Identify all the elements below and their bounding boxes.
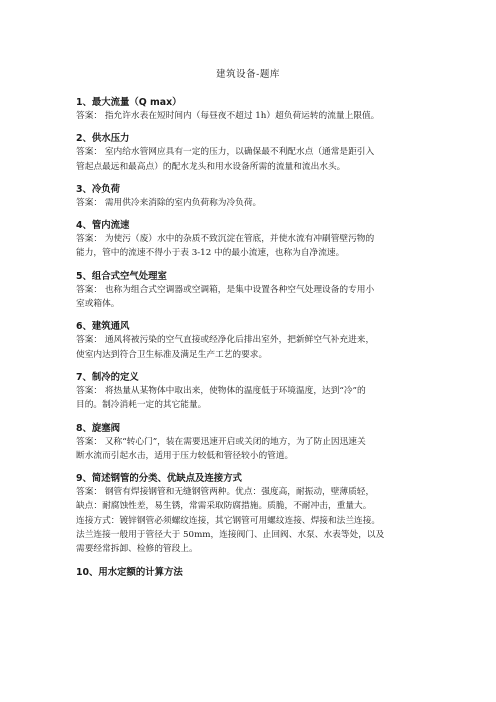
question-answer: 答案： 为使污（废）水中的杂质不致沉淀在管底，并使水流有冲刷管壁污物的 能力，管中的流速不得小于表 3-12 中的最小流速，也称为自净流速。 bbox=[76, 234, 375, 259]
question-item-6 bbox=[76, 320, 430, 362]
question-title: 4、管内流速 bbox=[76, 220, 130, 232]
question-title: 1、最大流量（Q max） bbox=[76, 97, 182, 108]
question-item-5 bbox=[76, 270, 430, 312]
question-item-8 bbox=[76, 422, 430, 464]
question-item-4 bbox=[76, 219, 430, 261]
question-answer: 答案： 又称“转心门”，装在需要迅速开启或关闭的地方，为了防止因迅速关 断水流而引起水击，适用于压力较低和管径较小的管道。 bbox=[76, 436, 366, 461]
question-title: 10、用水定额的计算方法 bbox=[76, 566, 183, 578]
question-title: 8、旋塞阀 bbox=[76, 422, 121, 434]
document-title: 建筑设备-题库 bbox=[216, 69, 280, 80]
question-item-2 bbox=[76, 132, 430, 174]
question-title: 2、供水压力 bbox=[76, 133, 130, 145]
question-title: 3、冷负荷 bbox=[76, 183, 121, 195]
question-answer: 答案： 指允许水表在短时间内（每昼夜不超过 1h）超负荷运转的流量上限值。 bbox=[76, 111, 380, 121]
question-item-7 bbox=[76, 371, 430, 413]
question-list bbox=[76, 96, 430, 586]
question-answer: 答案： 室内给水管网应具有一定的压力，以确保最不利配水点（通常是距引入 管起点最远和最高点）的配水龙头和用水设备所需的流量和流出水头。 bbox=[76, 147, 375, 172]
question-item-9 bbox=[76, 472, 430, 556]
question-title: 6、建筑通风 bbox=[76, 321, 130, 333]
question-item-10 bbox=[76, 566, 430, 579]
question-answer: 答案： 需用供冷来消除的室内负荷称为冷负荷。 bbox=[76, 197, 262, 208]
question-answer: 答案： 通风将被污染的空气直接或经净化后排出室外，把新鲜空气补充进来， 使室内达到符合卫生标准及满足生产工艺的要求。 bbox=[76, 335, 375, 360]
question-title: 5、组合式空气处理室 bbox=[76, 270, 167, 282]
question-title: 9、简述钢管的分类、优缺点及连接方式 bbox=[76, 473, 242, 485]
question-answer: 答案： 钢管有焊接钢管和无缝钢管两种。优点：强度高，耐振动，壁薄质轻， 缺点：耐腐蚀性差，易生锈，常需采取防腐措施。质脆，不耐冲击，重量大。 连接方式：镀锌钢管必须螺纹连接，其它钢管可用螺纹连接、焊接和法兰连接。 法兰连接一般用于管径大于 50mm，连接阀门、止回阀、水泵、水表等处，以及 需要经常拆卸、检修的管段上。 bbox=[76, 487, 385, 555]
question-answer: 答案： 将热量从某物体中取出来，使物体的温度低于环境温度，达到“冷”的 目的。制冷消耗一定的其它能量。 bbox=[76, 385, 366, 411]
question-item-3 bbox=[76, 183, 430, 210]
question-answer: 答案： 也称为组合式空调器或空调箱，是集中设置各种空气处理设备的专用小 室或箱体。 bbox=[76, 284, 375, 310]
question-item-1 bbox=[76, 96, 430, 123]
question-title: 7、制冷的定义 bbox=[76, 371, 139, 383]
